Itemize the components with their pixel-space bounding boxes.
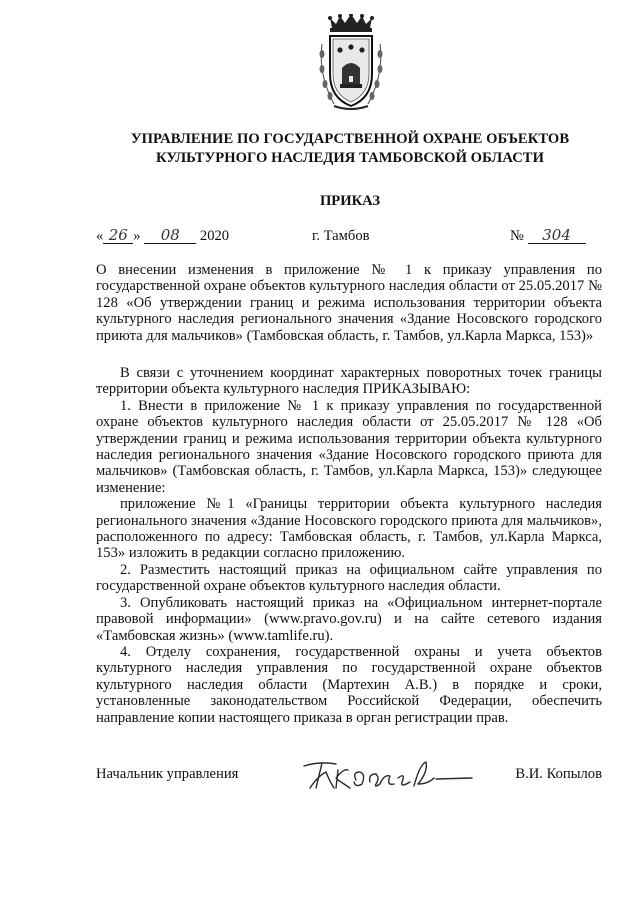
body-item-1-detail: приложение №1 «Границы территории объекта культурного наследия регионального значения «Здание Носовского городского приюта для мальчиков», расположенного по адресу: Тамбовская область, г. Тамбов, ул.Карла Маркса, 153» изложить в редакции согласно приложению. xyxy=(96,496,602,562)
date-year: 2020 xyxy=(199,228,230,244)
document-number xyxy=(510,228,586,245)
date-day: 26 xyxy=(103,228,133,244)
body-preamble: В связи с уточнением координат характерных поворотных точек границы территории объекта культурного наследия ПРИКАЗЫВАЮ: xyxy=(96,365,602,398)
body-item-3: 3. Опубликовать настоящий приказ на «Официальном интернет-портале правовой информации» (www.pravo.gov.ru) и на сайте сетевого издания «Тамбовская жизнь» (www.tamlife.ru). xyxy=(96,594,602,644)
document-type-title: ПРИКАЗ xyxy=(319,193,381,209)
document-subject-block xyxy=(96,262,602,344)
signatory-name: В.И. Копылов xyxy=(515,766,602,782)
body-item-2: 2. Разместить настоящий приказ на официальном сайте управления по государственной охране объектов культурного наследия области. xyxy=(96,561,602,595)
handwritten-signature xyxy=(302,758,474,792)
number-value: 304 xyxy=(528,228,586,244)
signatory-position: Начальник управления xyxy=(96,766,239,782)
document-body xyxy=(96,365,602,726)
organization-title xyxy=(60,130,640,168)
document-subject: О внесении изменения в приложение № 1 к приказу управления по государственной охране объектов культурного наследия области от 25.05.2017 № 128 «Об утверждении границ и режима использования территории объекта культурного наследия регионального значения «Здание Носовского городского приюта для мальчиков» (Тамбовская область, г. Тамбов, ул.Карла Маркса, 153)» xyxy=(96,262,602,344)
organization-title-line-2: КУЛЬТУРНОГО НАСЛЕДИЯ ТАМБОВСКОЙ ОБЛАСТИ xyxy=(156,150,544,166)
document-dateline xyxy=(96,228,602,250)
body-item-4: 4. Отделу сохранения, государственной охраны и учета объектов культурного наследия управления по государственной охране объектов культурного наследия области (Мартехин А.В.) в порядке и сроки, установленные законодательством Российской Федерации, обеспечить направление копии настоящего приказа в орган регистрации прав. xyxy=(96,643,602,726)
document-city: г. Тамбов xyxy=(312,228,370,244)
coat-of-arms-icon xyxy=(318,14,384,112)
body-item-1: 1. Внести в приложение № 1 к приказу управления по государственной охране объектов культурного наследия области от 25.05.2017 № 128 «Об утверждении границ и режима использования территории объекта культурного наследия регионального значения «Здание Носовского городского приюта для мальчиков» (Тамбовская область, г. Тамбов, ул.Карла Маркса, 153)» следующее изменение: xyxy=(96,397,602,496)
number-label: № xyxy=(510,228,524,244)
date-month: 08 xyxy=(144,228,196,244)
document-date: « 26 » 08 2020 xyxy=(96,226,230,244)
organization-title-line-1: УПРАВЛЕНИЕ ПО ГОСУДАРСТВЕННОЙ ОХРАНЕ ОБЪЕКТОВ xyxy=(130,131,570,147)
